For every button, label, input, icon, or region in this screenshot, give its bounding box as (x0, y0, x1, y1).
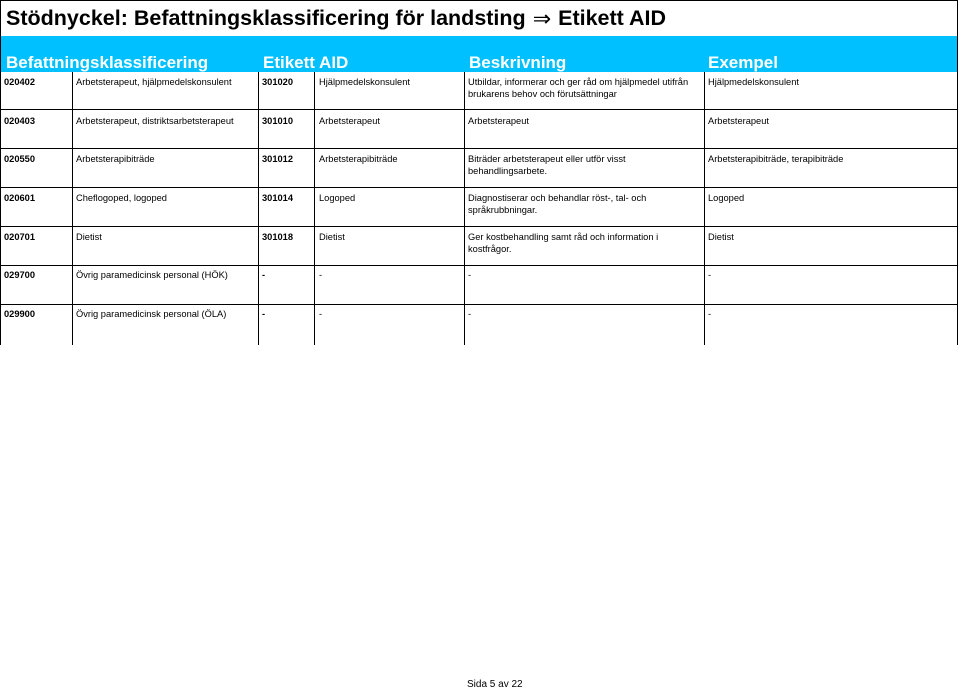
row-description: Diagnostiserar och behandlar röst-, tal- och språkrubbningar. (468, 193, 647, 215)
row-name: Dietist (76, 232, 102, 242)
row-aid: - (262, 270, 266, 280)
row-aid: 301020 (262, 77, 294, 87)
row-description: - (468, 309, 472, 319)
row-code: 020403 (4, 116, 36, 126)
row-code: 020550 (4, 154, 36, 164)
row-label: Logoped (319, 193, 356, 203)
row-aid: 301010 (262, 116, 294, 126)
table-header (0, 36, 958, 72)
row-description: - (468, 270, 472, 280)
row-divider (1, 187, 957, 188)
row-code: 029700 (4, 270, 36, 280)
row-label: Arbetsterapibiträde (319, 154, 398, 164)
header-beskrivning: Beskrivning (469, 53, 567, 72)
row-example: Hjälpmedelskonsulent (708, 77, 799, 87)
header-etikett-aid: Etikett AID (263, 53, 349, 72)
row-code: 020402 (4, 77, 36, 87)
row-divider (1, 265, 957, 266)
row-label: - (319, 309, 323, 319)
row-aid: - (262, 309, 266, 319)
row-name: Arbetsterapeut, distriktsarbetsterapeut (76, 116, 234, 126)
row-description: Utbildar, informerar och ger råd om hjälpmedel utifrån brukarens behov och förutsättningar (468, 77, 689, 99)
row-label: Dietist (319, 232, 345, 242)
row-code: 020701 (4, 232, 36, 242)
row-example: Arbetsterapibiträde, terapibiträde (708, 154, 844, 164)
header-befattningsklassificering: Befattningsklassificering (6, 53, 209, 72)
row-example: Dietist (708, 232, 734, 242)
row-example: Logoped (708, 193, 745, 203)
row-example: - (708, 270, 712, 280)
row-example: - (708, 309, 712, 319)
row-description: Biträder arbetsterapeut eller utför visst behandlingsarbete. (468, 154, 626, 176)
row-divider (1, 148, 957, 149)
row-code: 020601 (4, 193, 36, 203)
row-divider (1, 109, 957, 110)
row-name: Övrig paramedicinsk personal (ÖLA) (76, 309, 227, 319)
row-description: Ger kostbehandling samt råd och information i kostfrågor. (468, 232, 659, 254)
page-title (0, 0, 958, 36)
header-exempel: Exempel (708, 53, 778, 72)
row-name: Arbetsterapibiträde (76, 154, 155, 164)
implies-arrow-icon: ⇒ (532, 5, 552, 31)
row-label: Hjälpmedelskonsulent (319, 77, 410, 87)
classification-table (0, 72, 958, 345)
row-aid: 301018 (262, 232, 294, 242)
row-name: Arbetsterapeut, hjälpmedelskonsulent (76, 77, 232, 87)
page-number: Sida 5 av 22 (467, 679, 523, 690)
row-divider (1, 226, 957, 227)
title-text: Stödnyckel: Befattningsklassificering för landsting (6, 6, 526, 30)
title-target: Etikett AID (558, 6, 667, 30)
row-description: Arbetsterapeut (468, 116, 529, 126)
row-label: - (319, 270, 323, 280)
row-label: Arbetsterapeut (319, 116, 380, 126)
row-aid: 301012 (262, 154, 294, 164)
row-name: Övrig paramedicinsk personal (HÖK) (76, 270, 228, 280)
row-name: Cheflogoped, logoped (76, 193, 167, 203)
row-code: 029900 (4, 309, 36, 319)
row-divider (1, 304, 957, 305)
row-aid: 301014 (262, 193, 294, 203)
row-example: Arbetsterapeut (708, 116, 769, 126)
